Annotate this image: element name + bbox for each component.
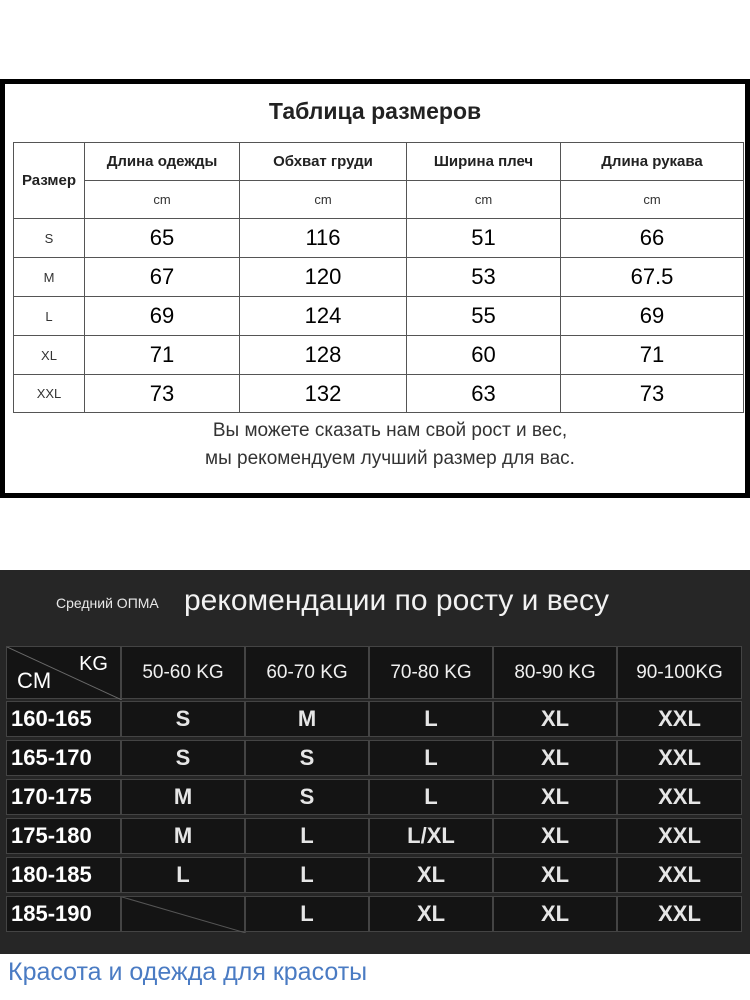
value-cell: 66 — [561, 219, 744, 258]
size-header-cell: Размер — [14, 143, 85, 219]
corner-cm-label: CM — [17, 668, 52, 693]
table-row — [14, 258, 744, 297]
value-cell: 69 — [561, 297, 744, 336]
height-label: 165-170 — [6, 740, 121, 776]
size-note — [5, 417, 745, 473]
footer-caption: Красота и одежда для красоты — [8, 958, 368, 986]
value-cell: 73 — [561, 375, 744, 413]
size-cell: XL — [493, 740, 617, 776]
table-row — [14, 219, 744, 258]
value-cell: 71 — [85, 336, 240, 375]
weight-column-header: 60-70 KG — [245, 646, 369, 699]
size-cell: L — [245, 857, 369, 893]
size-cell: XL — [369, 857, 493, 893]
table-row — [14, 336, 744, 375]
weight-column-header: 90-100KG — [617, 646, 742, 699]
size-cell: XL — [493, 701, 617, 737]
value-cell: 69 — [85, 297, 240, 336]
weight-column-header: 70-80 KG — [369, 646, 493, 699]
diagonal-divider-icon — [122, 897, 246, 933]
size-cell: L — [369, 779, 493, 815]
size-cell: XXL — [617, 740, 742, 776]
size-cell: L — [121, 857, 245, 893]
corner-kg-label: KG — [79, 653, 108, 675]
recommendation-badge: Средний ОПМА — [56, 595, 159, 611]
column-header: Ширина плеч — [407, 143, 561, 181]
unit-cell: cm — [561, 181, 744, 219]
value-cell: 71 — [561, 336, 744, 375]
table-row — [14, 375, 744, 413]
size-label: XXL — [14, 375, 85, 413]
size-cell: L — [369, 740, 493, 776]
value-cell: 60 — [407, 336, 561, 375]
note-line: мы рекомендуем лучший размер для вас. — [205, 448, 575, 469]
height-label: 175-180 — [6, 818, 121, 854]
size-label: S — [14, 219, 85, 258]
table-row — [6, 857, 742, 893]
corner-cell — [6, 646, 121, 699]
size-cell: XL — [493, 896, 617, 932]
value-cell: 124 — [240, 297, 407, 336]
table-row — [14, 297, 744, 336]
recommendation-panel — [0, 570, 750, 954]
table-row — [6, 818, 742, 854]
column-header: Длина одежды — [85, 143, 240, 181]
size-cell: XXL — [617, 896, 742, 932]
size-chart-panel — [0, 79, 750, 498]
value-cell: 73 — [85, 375, 240, 413]
size-cell: XL — [493, 818, 617, 854]
table-row — [6, 896, 742, 932]
height-label: 185-190 — [6, 896, 121, 932]
table-row — [6, 701, 742, 737]
column-header: Длина рукава — [561, 143, 744, 181]
value-cell: 128 — [240, 336, 407, 375]
recommendation-title: рекомендации по росту и весу — [184, 584, 610, 617]
size-cell: XXL — [617, 857, 742, 893]
size-chart-title: Таблица размеров — [268, 98, 482, 124]
size-cell: L — [245, 818, 369, 854]
recommendation-header-row — [6, 646, 742, 699]
table-row — [6, 779, 742, 815]
size-cell: M — [121, 818, 245, 854]
height-label: 170-175 — [6, 779, 121, 815]
height-label: 180-185 — [6, 857, 121, 893]
value-cell: 53 — [407, 258, 561, 297]
size-cell: M — [245, 701, 369, 737]
size-cell: XXL — [617, 779, 742, 815]
value-cell: 51 — [407, 219, 561, 258]
size-cell: L — [369, 701, 493, 737]
size-cell: L — [245, 896, 369, 932]
weight-column-header: 50-60 KG — [121, 646, 245, 699]
size-cell: S — [121, 701, 245, 737]
size-cell: S — [121, 740, 245, 776]
table-row — [6, 740, 742, 776]
size-label: L — [14, 297, 85, 336]
value-cell: 67.5 — [561, 258, 744, 297]
size-cell: XXL — [617, 818, 742, 854]
size-cell: XXL — [617, 701, 742, 737]
size-cell: XL — [493, 857, 617, 893]
value-cell: 67 — [85, 258, 240, 297]
size-label: M — [14, 258, 85, 297]
weight-column-header: 80-90 KG — [493, 646, 617, 699]
value-cell: 132 — [240, 375, 407, 413]
value-cell: 63 — [407, 375, 561, 413]
size-cell: XL — [493, 779, 617, 815]
size-cell: L/XL — [369, 818, 493, 854]
value-cell: 120 — [240, 258, 407, 297]
empty-size-cell — [121, 896, 245, 932]
size-cell: M — [121, 779, 245, 815]
value-cell: 55 — [407, 297, 561, 336]
unit-cell: cm — [85, 181, 240, 219]
note-line: Вы можете сказать нам свой рост и вес, — [212, 420, 568, 441]
size-chart-table — [13, 142, 744, 413]
column-header: Обхват груди — [240, 143, 407, 181]
size-cell: XL — [369, 896, 493, 932]
unit-cell: cm — [240, 181, 407, 219]
unit-cell: cm — [407, 181, 561, 219]
size-cell: S — [245, 779, 369, 815]
value-cell: 65 — [85, 219, 240, 258]
height-label: 160-165 — [6, 701, 121, 737]
value-cell: 116 — [240, 219, 407, 258]
size-cell: S — [245, 740, 369, 776]
size-label: XL — [14, 336, 85, 375]
